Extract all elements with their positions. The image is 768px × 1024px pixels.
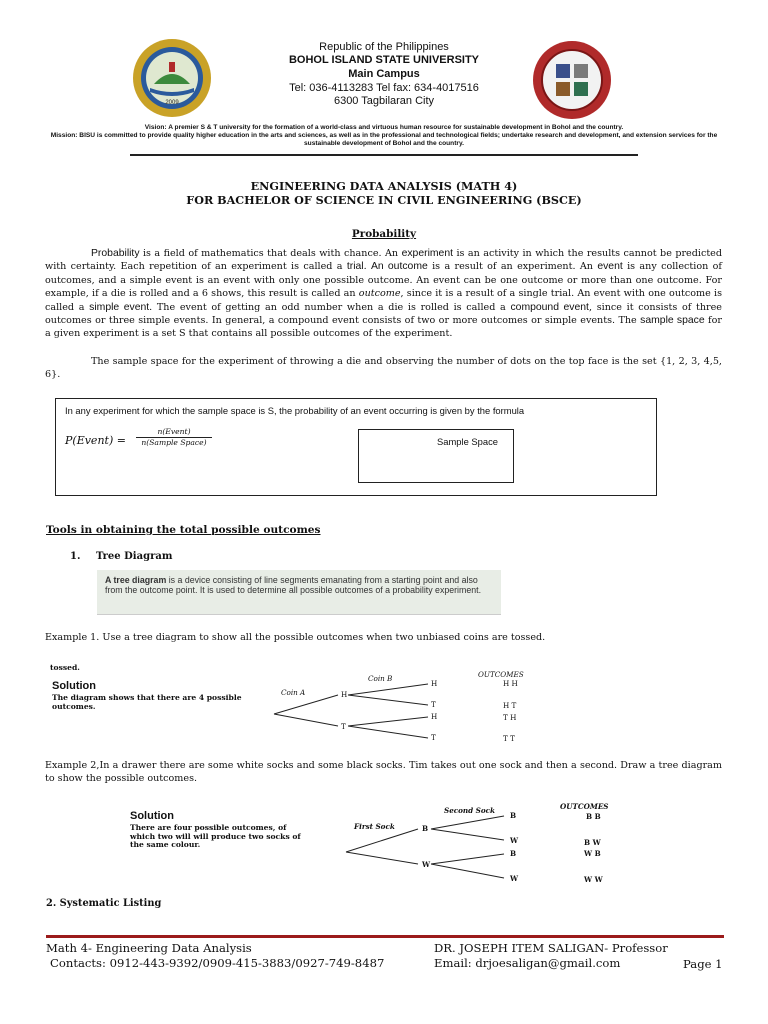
telephone: Tel: 036-4113283 Tel fax: 634-4017516: [289, 82, 479, 94]
second-node: T: [431, 700, 436, 709]
program-title: FOR BACHELOR OF SCIENCE IN CIVIL ENGINEERING (BSCE): [186, 193, 582, 207]
example1-text: Example 1. Use a tree diagram to show all the possible outcomes when two unbiased coins are tossed.: [45, 632, 546, 643]
tossed-fragment: tossed.: [50, 663, 80, 672]
logo-caption: 2009: [165, 100, 179, 106]
definition-text: [97, 570, 501, 601]
first-node: T: [341, 722, 346, 731]
example2-text: Example 2,In a drawer there are some white socks and some black socks. Tim takes out one sock and then a second. Draw a tree diagram to show the possible outcomes.: [45, 760, 722, 785]
solution-text: There are four possible outcomes, of which two will will produce two socks of the same colour.: [130, 823, 301, 850]
formula-fraction: [136, 427, 212, 447]
outcome-item: T T: [503, 734, 515, 743]
text: is an activity in which the results cannot be predicted with certainty. Each repetition of an experiment is called a: [45, 248, 722, 273]
outcome-item: T H: [503, 713, 517, 722]
sample-space-label: Sample Space: [437, 436, 498, 447]
definition-body: is a device consisting of line segments emanating from a starting point and also from the outcome point. It is used to determine all possible outcomes of a probability experiment.: [105, 575, 482, 596]
term-event: event: [597, 261, 623, 273]
topic-wrap: [0, 222, 768, 241]
second-node: B: [510, 849, 517, 858]
first-node: B: [422, 824, 429, 833]
term-experiment: experiment: [401, 248, 453, 259]
first-node: H: [341, 690, 348, 699]
sample-space-box: [358, 429, 514, 483]
formula-lhs: P(Event) =: [65, 434, 126, 447]
footer-professor: DR. JOSEPH ITEM SALIGAN- Professor: [434, 941, 668, 955]
outcome-item: W B: [584, 849, 601, 858]
tools-heading: Tools in obtaining the total possible outcomes: [46, 524, 321, 536]
city: 6300 Tagbilaran City: [333, 95, 435, 107]
outcome-item: B B: [586, 812, 601, 821]
item-label: Tree Diagram: [95, 551, 173, 562]
term-simple-event: simple event: [89, 301, 150, 313]
definition-term: A tree diagram: [105, 575, 167, 585]
footer-email: Email: drjoesaligan@gmail.com: [434, 956, 621, 970]
second-node: W: [510, 874, 519, 883]
second-node: H: [431, 679, 438, 688]
coin-a-label: Coin A: [281, 688, 306, 697]
university-name: BOHOL ISLAND STATE UNIVERSITY: [288, 54, 480, 66]
text: is a field of mathematics that deals with chance. An: [139, 248, 402, 259]
text: is a result of an experiment. An: [427, 261, 598, 273]
formula-denominator: n(Sample Space): [141, 438, 207, 447]
coin-b-label: Coin B: [368, 674, 393, 683]
term-sample-space: sample space: [640, 315, 705, 327]
formula-numerator: n(Event): [136, 427, 212, 438]
term-outcome-italic: outcome: [358, 288, 401, 300]
item-number: 1.: [70, 551, 81, 562]
header-rule: [130, 154, 638, 156]
tree-diagram-item: [70, 551, 172, 562]
vision-statement: Vision: A premier S & T university for the formation of a world-class and virtuous human resource for sustainable development in Bohol and the country.: [144, 124, 624, 131]
term-outcome: An outcome: [371, 261, 428, 273]
text: .: [363, 261, 371, 273]
text: . The event of getting an odd number when a die is rolled is called a: [149, 301, 511, 313]
second-sock-label: Second Sock: [444, 806, 496, 815]
topic-title: Probability: [351, 228, 417, 240]
mission-statement: Mission: BISU is committed to provide quality higher education in the arts and sciences, as well as in the professional and technological fields; undertake research and development, and extension services for the sustainable development of Bohol and the country.: [50, 132, 718, 147]
campus-name: Main Campus: [348, 68, 420, 80]
solution-heading: Solution: [130, 810, 174, 822]
formula-intro: In any experiment for which the sample space is S, the probability of an event occurring is given by the formula: [65, 405, 525, 416]
outcome-item: H T: [503, 701, 517, 710]
footer-contacts: Contacts: 0912-443-9392/0909-415-3883/0927-749-8487: [50, 956, 385, 970]
sock-tree-lines: [126, 802, 626, 886]
course-title: ENGINEERING DATA ANALYSIS (MATH 4): [250, 179, 518, 193]
first-sock-label: First Sock: [354, 822, 395, 831]
footer-course: Math 4- Engineering Data Analysis: [46, 941, 252, 955]
outcome-item: H H: [503, 679, 518, 688]
solution-text: The diagram shows that there are 4 possible outcomes.: [52, 693, 242, 711]
second-node: H: [431, 712, 438, 721]
second-node: T: [431, 733, 436, 742]
outcomes-label: OUTCOMES: [560, 802, 609, 811]
definition-box: [97, 570, 501, 615]
term-compound-event: compound event: [510, 301, 589, 313]
formula-box: [55, 398, 657, 496]
solution-heading: Solution: [52, 680, 96, 692]
example2-figure: [126, 802, 626, 886]
second-node: W: [510, 836, 519, 845]
text: , since it is a result of a single trial. An event with one outcome is called a: [45, 288, 722, 313]
term-probability: Probability: [91, 248, 140, 259]
first-node: W: [422, 860, 431, 869]
outcome-item: B W: [584, 838, 601, 847]
text: for a given experiment is a set S that contains all possible outcomes of the experiment.: [45, 315, 722, 340]
second-node: B: [510, 811, 517, 820]
probability-paragraph: [45, 247, 722, 341]
outcome-item: W W: [584, 875, 603, 884]
text: , since it consists of three outcomes or three simple events. In general, a compound event consists of two or more outcomes or simple events. The: [45, 301, 722, 327]
example1-figure: [48, 662, 568, 748]
text: is any collection of outcomes, and a simple event is an event with only one possible outcome. An event can be one outcome or more than one outcome. For example, if a die is rolled and a 6 shows, this result is called an: [45, 261, 722, 300]
outcomes-label: OUTCOMES: [478, 670, 524, 679]
page-number: Page 1: [683, 957, 723, 971]
footer-rule: [46, 935, 724, 938]
sample-space-paragraph: The sample space for the experiment of throwing a die and observing the number of dots on the top face is the set {1, 2, 3, 4,5, 6}.: [45, 356, 722, 381]
republic-line: Republic of the Philippines: [319, 41, 449, 53]
term-trial: trial: [346, 261, 364, 273]
systematic-listing-item: 2. Systematic Listing: [46, 898, 162, 909]
